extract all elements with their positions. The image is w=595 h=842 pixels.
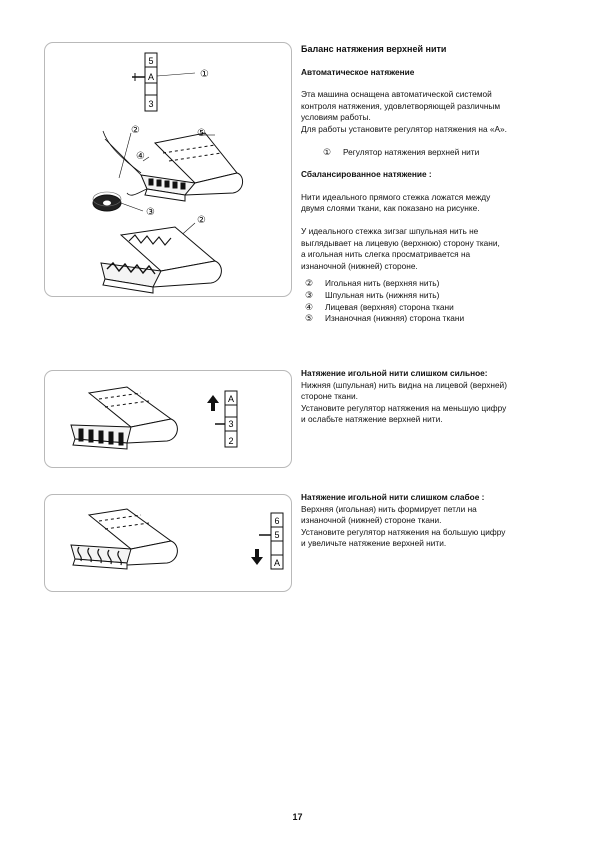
threads-and-bobbin	[103, 131, 147, 195]
dial-label-middle: 3	[228, 419, 234, 429]
arrow-down-icon	[251, 549, 263, 565]
legend-number: ④	[305, 301, 314, 312]
tight-line: и ослабьте натяжение верхней нити.	[301, 414, 443, 425]
callout-5: ⑤	[197, 128, 206, 139]
auto-tension-line: Эта машина оснащена автоматической системой	[301, 89, 492, 100]
dial-label-bottom: 2	[228, 436, 234, 446]
legend-text: Изнаночная (нижняя) сторона ткани	[325, 313, 465, 324]
section-tension-too-tight	[301, 368, 563, 426]
legend-item	[301, 278, 563, 290]
zigzag-line: У идеального стежка зигзаг шпульная нить не	[301, 225, 479, 236]
dial-label-top: 5	[148, 56, 154, 66]
legend-number: ①	[323, 146, 332, 157]
dial-label-middle: A	[147, 72, 155, 82]
callout-3: ③	[146, 207, 155, 218]
legend-item	[301, 302, 563, 314]
tight-line: Нижняя (шпульная) нить видна на лицевой (верхней)	[301, 379, 507, 390]
section-title: Баланс натяжения верхней нити	[301, 44, 447, 54]
auto-tension-line: Для работы установите регулятор натяжения на «А».	[301, 123, 507, 134]
fabric-loose	[71, 509, 177, 569]
loose-line: Верхняя (игольная) нить формирует петли на	[301, 503, 477, 514]
dial-label-top: A	[227, 394, 235, 404]
tight-line: Установите регулятор натяжения на меньшую цифру	[301, 402, 507, 413]
zigzag-line: изнаночной (нижней) стороне.	[301, 260, 418, 271]
zigzag-line: выглядывает на лицевую (верхнюю) сторону ткани,	[301, 237, 500, 248]
balanced-tension-heading: Сбалансированное натяжение :	[301, 169, 432, 180]
dial-label-top: 6	[274, 516, 280, 526]
fabric-tight	[71, 387, 177, 449]
legend-text: Шпульная нить (нижняя нить)	[325, 289, 440, 300]
arrow-up-icon	[207, 395, 219, 411]
balanced-tension-illustration	[45, 43, 291, 296]
section-tension-too-loose	[301, 492, 563, 550]
loose-line: Установите регулятор натяжения на большую цифру	[301, 526, 506, 537]
loose-line: и увеличьте натяжение верхней нити.	[301, 538, 447, 549]
figure-tension-too-loose	[44, 494, 292, 592]
legend-text: Регулятор натяжения верхней нити	[343, 146, 480, 157]
loose-heading: Натяжение игольной нити слишком слабое :	[301, 492, 485, 502]
loose-line: изнаночной (нижней) стороне ткани.	[301, 515, 442, 526]
fabric-zigzag-stitch	[101, 227, 221, 293]
callout-4: ④	[136, 151, 145, 162]
auto-tension-line: условиям работы.	[301, 112, 371, 123]
section-balanced-tension	[301, 44, 563, 325]
tight-heading: Натяжение игольной нити слишком сильное:	[301, 368, 488, 378]
tension-dial	[132, 53, 195, 111]
zigzag-line: а игольная нить слегка просматривается на	[301, 249, 471, 260]
figure-tension-too-tight	[44, 370, 292, 468]
legend-item-dial	[301, 147, 563, 159]
legend-item	[301, 290, 563, 302]
fabric-straight-stitch	[141, 133, 243, 201]
callout-1: ①	[200, 69, 209, 80]
balanced-line: Нити идеального прямого стежка ложатся между	[301, 191, 491, 202]
legend-text: Лицевая (верхняя) сторона ткани	[325, 301, 454, 312]
callout-2: ②	[131, 125, 140, 136]
dial-label-middle: 5	[274, 530, 280, 540]
legend-text: Игольная нить (верхняя нить)	[325, 278, 440, 289]
auto-tension-heading: Автоматическое натяжение	[301, 66, 415, 77]
callout-2b: ②	[197, 215, 206, 226]
legend-number: ②	[305, 278, 314, 289]
bobbin-icon	[93, 192, 121, 211]
dial-label-bottom: A	[273, 558, 281, 568]
tight-line: стороне ткани.	[301, 391, 358, 402]
auto-tension-line: контроля натяжения, удовлетворяющей различным	[301, 100, 501, 111]
legend-item	[301, 313, 563, 325]
figure-balanced-tension	[44, 42, 292, 297]
loose-tension-illustration	[45, 495, 291, 591]
legend-number: ⑤	[305, 313, 314, 324]
balanced-line: двумя слоями ткани, как показано на рисунке.	[301, 203, 480, 214]
tight-tension-illustration	[45, 371, 291, 467]
legend-number: ③	[305, 289, 314, 300]
page-number: 17	[292, 812, 303, 822]
dial-label-bottom: 3	[148, 99, 154, 109]
